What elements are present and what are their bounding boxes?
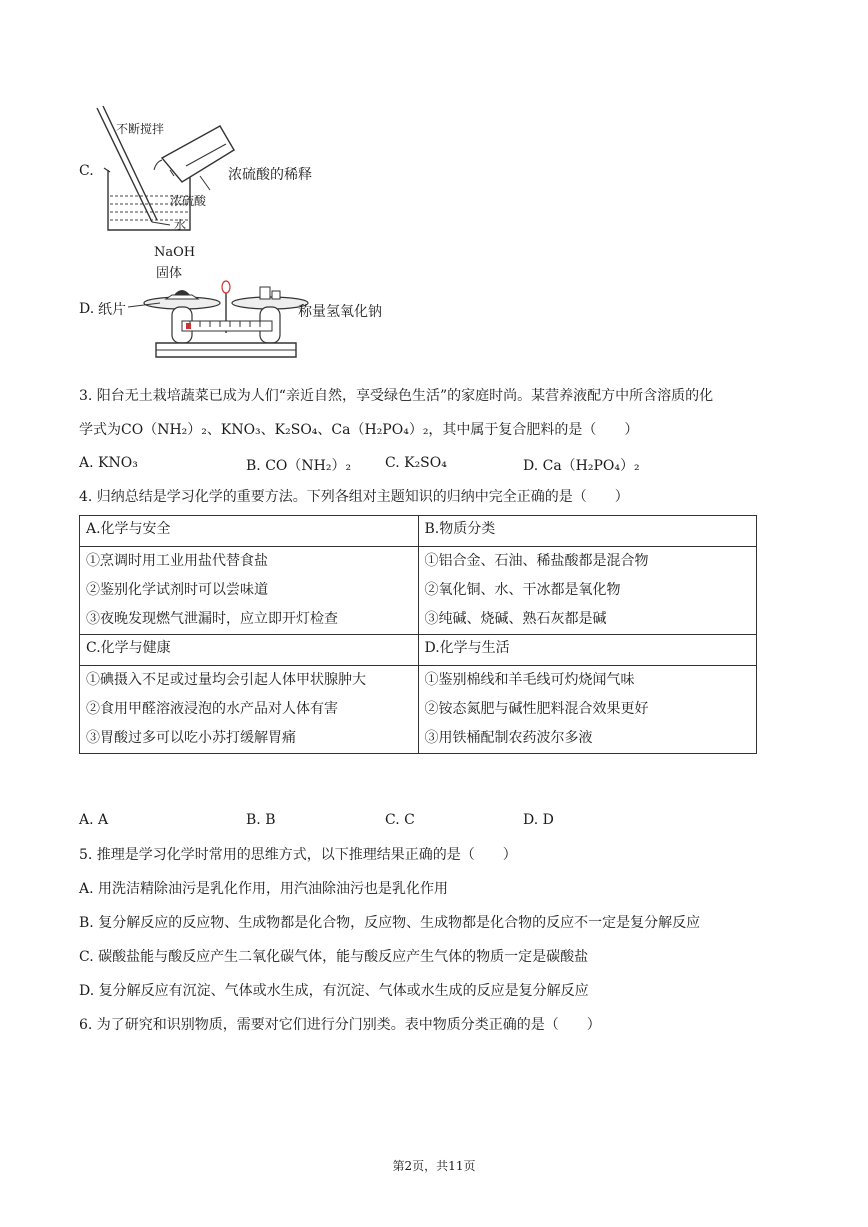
q4-d-item-1: ①鉴别棉线和羊毛线可灼烧闻气味 [424, 672, 635, 688]
q5-option-a: A. 用洗洁精除油污是乳化作用，用汽油除油污也是乳化作用 [79, 881, 449, 897]
q4-option-a: A. A [79, 812, 109, 828]
q4-a-item-3: ③夜晚发现燃气泄漏时，应立即开灯检查 [86, 611, 338, 627]
q4-cell-b-items [418, 547, 757, 635]
stir-annotation: 不断搅拌 [116, 122, 165, 136]
q4-d-item-2: ②铵态氮肥与碱性肥料混合效果更好 [424, 701, 649, 717]
q4-b-item-1: ①铝合金、石油、稀盐酸都是混合物 [424, 553, 649, 569]
q4-c-item-3: ③胃酸过多可以吃小苏打缓解胃痛 [86, 730, 296, 746]
q5-option-b: B. 复分解反应的反应物、生成物都是化合物，反应物、生成物都是化合物的反应不一定是复分解反应 [79, 915, 701, 931]
q4-cell-c-title: C.化学与健康 [80, 635, 419, 666]
q5-option-c: C. 碳酸盐能与酸反应产生二氧化碳气体，能与酸反应产生气体的物质一定是碳酸盐 [79, 949, 589, 965]
naoh-annotation: NaOH [154, 245, 196, 260]
q4-a-item-1: ①烹调时用工业用盐代替食盐 [86, 553, 268, 569]
q4-c-item-1: ①碘摄入不足或过量均会引起人体甲状腺肿大 [86, 672, 366, 688]
figure-weighing-naoh [70, 245, 400, 370]
q4-cell-d-title: D.化学与生活 [418, 635, 757, 666]
q4-option-d: D. D [523, 812, 554, 828]
q4-b-item-3: ③纯碱、烧碱、熟石灰都是碱 [424, 611, 607, 627]
q3-stem-line2: 学式为CO（NH₂）₂、KNO₃、K₂SO₄、Ca（H₂PO₄）₂，其中属于复合肥料的是（ ） [79, 422, 639, 438]
q3-option-b: B. CO（NH₂）₂ [246, 458, 352, 474]
q4-cell-d-items [418, 666, 757, 754]
q3-option-c: C. K₂SO₄ [385, 455, 447, 471]
q4-c-item-2: ②食用甲醛溶液浸泡的水产品对人体有害 [86, 701, 338, 717]
page-footer: 第2页，共11页 [392, 1159, 476, 1173]
q4-cell-a-title: A.化学与安全 [80, 516, 419, 547]
q3-stem-line1: 3. 阳台无土栽培蔬菜已成为人们“亲近自然，享受绿色生活”的家庭时尚。某营养液配方中所含溶质的化 [79, 388, 714, 404]
q4-cell-b-title: B.物质分类 [418, 516, 757, 547]
q3-option-d: D. Ca（H₂PO₄）₂ [523, 458, 640, 474]
q4-a-item-2: ②鉴别化学试剂时可以尝味道 [86, 582, 268, 598]
q4-b-item-2: ②氧化铜、水、干冰都是氧化物 [424, 582, 621, 598]
q4-option-c: C. C [385, 812, 415, 828]
figure-d-caption: 称量氢氧化钠 [298, 304, 382, 320]
q4-knowledge-table [79, 515, 757, 754]
paper-annotation: 纸片 [98, 302, 126, 318]
figure-acid-dilution [70, 100, 370, 240]
q4-option-b: B. B [246, 812, 276, 828]
q5-stem: 5. 推理是学习化学时常用的思维方式，以下推理结果正确的是（ ） [79, 847, 517, 863]
figure-d-label: D. [79, 301, 95, 317]
q3-option-a: A. KNO₃ [79, 455, 138, 471]
q4-cell-c-items [80, 666, 419, 754]
q5-option-d: D. 复分解反应有沉淀、气体或水生成，有沉淀、气体或水生成的反应是复分解反应 [79, 983, 589, 999]
acid-dilution-diagram [70, 100, 370, 240]
solid-annotation: 固体 [156, 266, 183, 281]
figure-c-label: C. [79, 163, 94, 179]
q4-d-item-3: ③用铁桶配制农药波尔多液 [424, 730, 593, 746]
water-annotation: 水 [174, 218, 187, 232]
q6-stem: 6. 为了研究和识别物质，需要对它们进行分门别类。表中物质分类正确的是（ ） [79, 1017, 601, 1033]
figure-c-caption: 浓硫酸的稀释 [228, 167, 312, 183]
acid-annotation: 浓硫酸 [170, 194, 207, 208]
q4-cell-a-items [80, 547, 419, 635]
q4-stem: 4. 归纳总结是学习化学的重要方法。下列各组对主题知识的归纳中完全正确的是（ ） [79, 489, 629, 505]
